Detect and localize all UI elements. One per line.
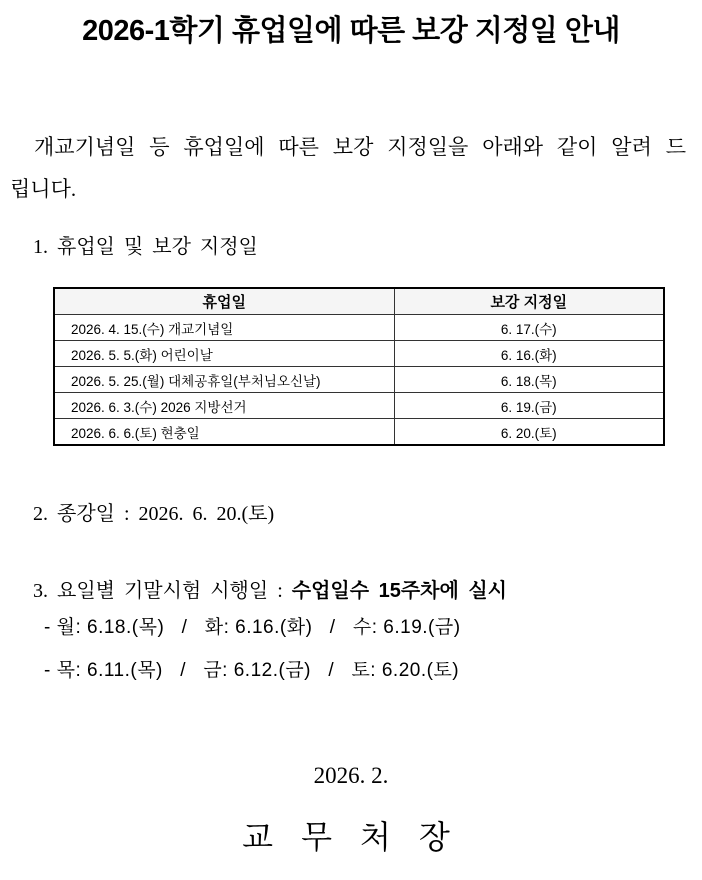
header-makeup-day: 보강 지정일 (394, 288, 664, 315)
holiday-cell: 2026. 4. 15.(수) 개교기념일 (54, 315, 394, 341)
section3-emphasis: 수업일수 15주차에 실시 (291, 580, 508, 602)
makeup-cell: 6. 17.(수) (394, 315, 664, 341)
intro-paragraph: 개교기념일 등 휴업일에 따른 보강 지정일을 아래와 같이 알려 드립니다. (10, 135, 686, 201)
exam-schedule-line-2: - 목: 6.11.(목) / 금: 6.12.(금) / 토: 6.20.(토) (44, 660, 460, 681)
header-holiday: 휴업일 (54, 288, 394, 315)
table-row (54, 367, 664, 393)
makeup-cell: 6. 16.(화) (394, 341, 664, 367)
table-row (54, 341, 664, 367)
holiday-cell: 2026. 5. 25.(월) 대체공휴일(부처님오신날) (54, 367, 394, 393)
makeup-cell: 6. 20.(토) (394, 419, 664, 446)
holiday-cell: 2026. 6. 3.(수) 2026 지방선거 (54, 393, 394, 419)
table-row (54, 393, 664, 419)
signature-dean-of-academic-affairs: 교 무 처 장 (242, 819, 460, 855)
table-row (54, 419, 664, 446)
holiday-cell: 2026. 5. 5.(화) 어린이날 (54, 341, 394, 367)
issue-date: 2026. 2. (313, 763, 389, 788)
section2-closing-day: 2. 종강일 : 2026. 6. 20.(토) (33, 503, 275, 525)
document-title: 2026-1학기 휴업일에 따른 보강 지정일 안내 (82, 15, 620, 47)
exam-schedule-line-1: - 월: 6.18.(목) / 화: 6.16.(화) / 수: 6.19.(금) (44, 617, 461, 638)
holiday-cell: 2026. 6. 6.(토) 현충일 (54, 419, 394, 446)
section3-label: 3. 요일별 기말시험 시행일 : (33, 580, 292, 602)
section1-heading: 1. 휴업일 및 보강 지정일 (33, 236, 258, 258)
holiday-makeup-table (53, 287, 665, 446)
table-header-row (54, 288, 664, 315)
table-row (54, 315, 664, 341)
makeup-cell: 6. 18.(목) (394, 367, 664, 393)
section3-final-exam (33, 574, 507, 603)
makeup-cell: 6. 19.(금) (394, 393, 664, 419)
